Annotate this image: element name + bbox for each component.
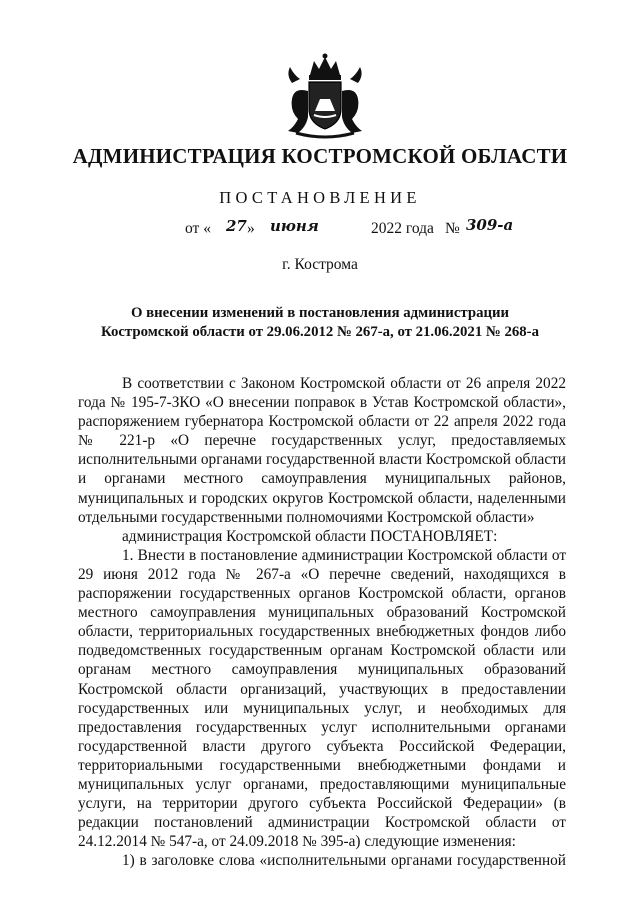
paragraph-subitem-1: 1) в заголовке слова «исполнительными органами государственной (122, 852, 566, 870)
date-day-close: » (247, 220, 255, 237)
document-type: ПОСТАНОВЛЕНИЕ (219, 188, 421, 207)
date-month: июня (270, 217, 319, 235)
document-body (78, 374, 566, 870)
paragraph-item-1: 1. Внести в постановление администрации Костромской области от 29 июня 2012 года № 267-а «О перечне сведений, находящихся в распоряжении государственных органов Костромской области, органов местного самоуправления муниципальных образований Костромской области, территориальных государственных внебюджетных фондов либо подведомственных государственным органам Костромской области или органам местного самоуправления муниципальных образований Костромской области организаций, участвующих в предоставлении государственных или муниципальных услуг, и необходимых для предоставления государственных услуг исполнительными органами государственной власти другого субъекта Российской Федерации, территориальными государственными внебюджетными фондами и муниципальных услуг органами, предоставляющими муниципальные услуги, на территории другого субъекта Российской Федерации» (в редакции постановлений администрации Костромской области от 24.12.2014 № 547-а, от 24.09.2018 № 395-а) следующие изменения: (78, 546, 566, 851)
date-year: 2022 года (371, 220, 434, 237)
city: г. Кострома (282, 256, 358, 273)
title-line-1: О внесении изменений в постановления администрации (130, 305, 510, 321)
paragraph-preamble: В соответствии с Законом Костромской области от 26 апреля 2022 года № 195-7-ЗКО «О внесении поправок в Устав Костромской области», распоряжением губернатора Костромской области от 22 апреля 2022 года № 221-р «О перечне государственных услуг, предоставляемых исполнительными органами государственной власти Костромской области и органами местного самоуправления муниципальных районов, муниципальных и городских округов Костромской области, наделенными отдельными государственными полномочиями Костромской области» (78, 375, 566, 526)
number-sign: № (445, 220, 460, 237)
paragraph-resolves: администрация Костромской области ПОСТАНОВЛЯЕТ: (122, 527, 498, 545)
date-prefix: от « (185, 220, 211, 237)
date-line (0, 216, 640, 244)
document-number: 309-а (466, 216, 514, 234)
document-title (80, 304, 560, 342)
coat-of-arms-icon (284, 53, 366, 139)
title-line-2: Костромской области от 29.06.2012 № 267-а, от 21.06.2021 № 268-а (100, 324, 540, 340)
organization-name: АДМИНИСТРАЦИЯ КОСТРОМСКОЙ ОБЛАСТИ (72, 144, 568, 168)
date-day: 27 (226, 217, 247, 235)
